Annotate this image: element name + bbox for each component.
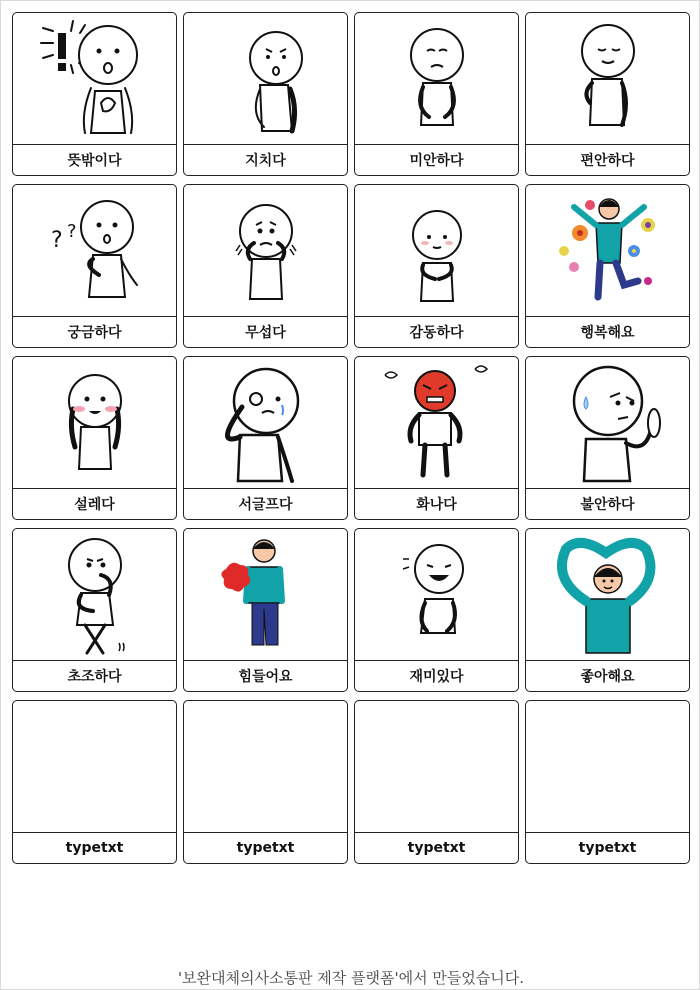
excited-blushing-figure-icon — [13, 357, 176, 489]
card-struggling[interactable] — [183, 528, 348, 692]
card-label: 편안하다 — [580, 153, 635, 169]
sad-crying-figure-icon — [184, 357, 347, 489]
card-happy[interactable] — [525, 184, 690, 348]
struggling-person-icon — [184, 529, 347, 661]
blank-picture-area — [355, 701, 518, 833]
card-fun[interactable] — [354, 528, 519, 692]
card-blank[interactable] — [354, 700, 519, 864]
blank-picture-area — [184, 701, 347, 833]
happy-person-flowers-icon — [526, 185, 689, 317]
heart-arms-person-icon — [526, 529, 689, 661]
card-label: typetxt — [407, 840, 466, 856]
card-label: 초조하다 — [67, 669, 122, 685]
footer-credit: '보완대체의사소통판 제작 플랫폼'에서 만들었습니다. — [177, 969, 525, 987]
card-blank[interactable] — [183, 700, 348, 864]
card-label: 무섭다 — [245, 325, 286, 341]
card-surprised[interactable] — [12, 12, 177, 176]
anxious-figure-icon — [526, 357, 689, 489]
card-label: 힘들어요 — [238, 669, 293, 685]
card-label: typetxt — [236, 840, 295, 856]
card-anxious[interactable] — [525, 356, 690, 520]
card-label: 서글프다 — [238, 497, 293, 513]
svg-text:?: ? — [67, 221, 77, 242]
card-excited[interactable] — [12, 356, 177, 520]
card-sad[interactable] — [183, 356, 348, 520]
card-angry[interactable] — [354, 356, 519, 520]
card-blank[interactable] — [525, 700, 690, 864]
card-label: 설레다 — [74, 497, 115, 513]
tired-figure-icon — [184, 13, 347, 145]
card-label: 지치다 — [245, 153, 286, 169]
card-nervous[interactable] — [12, 528, 177, 692]
card-label: 궁금하다 — [67, 325, 122, 341]
card-label: 뜻밖이다 — [67, 153, 122, 169]
card-tired[interactable] — [183, 12, 348, 176]
curious-figure-icon — [13, 185, 176, 317]
card-sorry[interactable] — [354, 12, 519, 176]
surprised-figure-icon — [13, 13, 176, 145]
card-scared[interactable] — [183, 184, 348, 348]
card-label: 행복해요 — [580, 325, 635, 341]
card-curious[interactable] — [12, 184, 177, 348]
blank-picture-area — [13, 701, 176, 833]
moved-figure-icon — [355, 185, 518, 317]
card-label: typetxt — [65, 840, 124, 856]
card-grid — [12, 12, 690, 864]
angry-figure-icon — [355, 357, 518, 489]
card-relaxed[interactable] — [525, 12, 690, 176]
card-label: 미안하다 — [409, 153, 464, 169]
card-label: 불안하다 — [580, 497, 635, 513]
card-label: 화나다 — [416, 497, 457, 513]
nervous-figure-icon — [13, 529, 176, 661]
card-moved[interactable] — [354, 184, 519, 348]
card-like[interactable] — [525, 528, 690, 692]
card-blank[interactable] — [12, 700, 177, 864]
card-label: typetxt — [578, 840, 637, 856]
scared-figure-icon — [184, 185, 347, 317]
card-label: 재미있다 — [409, 669, 464, 685]
relaxed-figure-icon — [526, 13, 689, 145]
svg-text:?: ? — [51, 228, 63, 253]
laughing-figure-icon — [355, 529, 518, 661]
sorry-figure-icon — [355, 13, 518, 145]
card-label: 감동하다 — [409, 325, 464, 341]
blank-picture-area — [526, 701, 689, 833]
card-label: 좋아해요 — [580, 669, 635, 685]
